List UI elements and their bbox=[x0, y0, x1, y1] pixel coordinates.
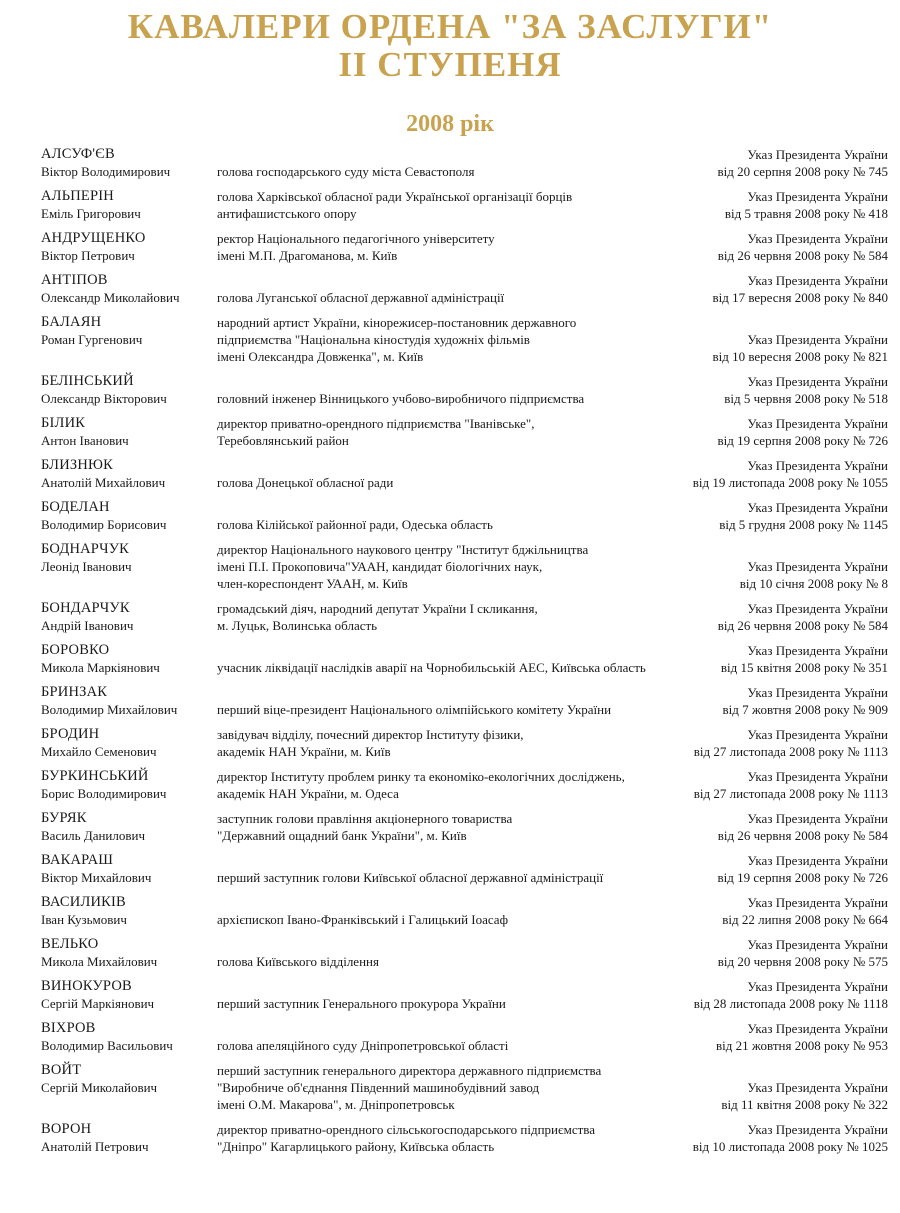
awardee-surname: БРОДИН bbox=[41, 726, 100, 742]
decree-date: від 20 червня 2008 року № 575 bbox=[717, 954, 888, 969]
awardee-surname: ВИНОКУРОВ bbox=[41, 978, 132, 994]
awardee-position: Теребовлянський район bbox=[217, 433, 349, 448]
awardee-surname: БОДНАРЧУК bbox=[41, 541, 130, 557]
decree-title: Указ Президента України bbox=[747, 937, 888, 952]
decree-date: від 26 червня 2008 року № 584 bbox=[717, 618, 888, 633]
decree-title: Указ Президента України bbox=[747, 895, 888, 910]
decree-title: Указ Президента України bbox=[747, 601, 888, 616]
awardee-position: голова Донецької обласної ради bbox=[217, 475, 394, 490]
awardee-entry bbox=[0, 314, 900, 365]
entry-line bbox=[0, 617, 900, 634]
decree-title: Указ Президента України bbox=[747, 643, 888, 658]
awardee-entry bbox=[0, 726, 900, 760]
awardee-surname: БОДЕЛАН bbox=[41, 499, 110, 515]
decree-title: Указ Президента України bbox=[747, 458, 888, 473]
awardee-position: антифашистського опору bbox=[217, 206, 357, 221]
awardee-surname: БІЛИК bbox=[41, 415, 86, 431]
awardee-position: "Державний ощадний банк України", м. Київ bbox=[217, 828, 467, 843]
decree-title: Указ Президента України bbox=[747, 559, 888, 574]
awardee-position: "Дніпро" Кагарлицького району, Київська область bbox=[217, 1139, 495, 1154]
entry-line bbox=[0, 314, 900, 331]
entry-line bbox=[0, 785, 900, 802]
awardee-position: член-кореспондент УААН, м. Київ bbox=[217, 576, 408, 591]
awardee-position: голова господарського суду міста Севастополя bbox=[217, 164, 475, 179]
entry-line bbox=[0, 432, 900, 449]
entry-line bbox=[0, 499, 900, 516]
awardee-name: Андрій Іванович bbox=[41, 618, 134, 633]
awardee-surname: ВАСИЛИКІВ bbox=[41, 894, 126, 910]
entry-line bbox=[0, 1062, 900, 1079]
entry-line bbox=[0, 289, 900, 306]
entry-line bbox=[0, 810, 900, 827]
awardee-entry bbox=[0, 894, 900, 928]
awardee-name: Іван Кузьмович bbox=[41, 912, 127, 927]
decree-title: Указ Президента України bbox=[747, 273, 888, 288]
decree-title: Указ Президента України bbox=[747, 1080, 888, 1095]
awardee-name: Роман Гургенович bbox=[41, 332, 143, 347]
entry-line bbox=[0, 768, 900, 785]
decree-date: від 27 листопада 2008 року № 1113 bbox=[693, 744, 888, 759]
awardee-position: імені П.І. Прокоповича"УААН, кандидат біологічних наук, bbox=[217, 559, 543, 574]
decree-date: від 28 листопада 2008 року № 1118 bbox=[693, 996, 888, 1011]
entry-line bbox=[0, 911, 900, 928]
awardee-surname: БРИНЗАК bbox=[41, 684, 108, 700]
awardee-position: академік НАН України, м. Одеса bbox=[217, 786, 399, 801]
decree-title: Указ Президента України bbox=[747, 189, 888, 204]
entry-line bbox=[0, 852, 900, 869]
decree-date: від 22 липня 2008 року № 664 bbox=[722, 912, 888, 927]
awardee-surname: БЕЛІНСЬКИЙ bbox=[41, 373, 134, 389]
decree-title: Указ Президента України bbox=[747, 979, 888, 994]
entry-line bbox=[0, 558, 900, 575]
awardee-position: учасник ліквідації наслідків аварії на Чорнобильській АЕС, Київська область bbox=[217, 660, 646, 675]
entry-line bbox=[0, 390, 900, 407]
awardee-list bbox=[0, 146, 900, 1163]
entry-line bbox=[0, 827, 900, 844]
entry-line bbox=[0, 247, 900, 264]
decree-date: від 26 червня 2008 року № 584 bbox=[717, 248, 888, 263]
awardee-position: громадський діяч, народний депутат України І скликання, bbox=[217, 601, 538, 616]
decree-title: Указ Президента України bbox=[747, 231, 888, 246]
decree-date: від 5 травня 2008 року № 418 bbox=[724, 206, 888, 221]
entry-line bbox=[0, 600, 900, 617]
decree-date: від 17 вересня 2008 року № 840 bbox=[712, 290, 888, 305]
decree-date: від 20 серпня 2008 року № 745 bbox=[717, 164, 888, 179]
awardee-entry bbox=[0, 188, 900, 222]
decree-title: Указ Президента України bbox=[747, 500, 888, 515]
awardee-name: Борис Володимирович bbox=[41, 786, 167, 801]
decree-title: Указ Президента України bbox=[747, 1021, 888, 1036]
entry-line bbox=[0, 575, 900, 592]
awardee-entry bbox=[0, 642, 900, 676]
entry-line bbox=[0, 205, 900, 222]
awardee-position: перший віце-президент Національного олімпійського комітету України bbox=[217, 702, 612, 717]
entry-line bbox=[0, 1020, 900, 1037]
awardee-name: Михайло Семенович bbox=[41, 744, 157, 759]
awardee-surname: БУРЯК bbox=[41, 810, 87, 826]
awardee-position: голова Київського відділення bbox=[217, 954, 379, 969]
awardee-entry bbox=[0, 684, 900, 718]
entry-line bbox=[0, 894, 900, 911]
decree-date: від 10 січня 2008 року № 8 bbox=[739, 576, 888, 591]
awardee-position: ректор Національного педагогічного університету bbox=[217, 231, 495, 246]
awardee-position: імені Олександра Довженка", м. Київ bbox=[217, 349, 424, 364]
decree-date: від 27 листопада 2008 року № 1113 bbox=[693, 786, 888, 801]
awardee-entry bbox=[0, 272, 900, 306]
awardee-entry bbox=[0, 457, 900, 491]
awardee-entry bbox=[0, 541, 900, 592]
entry-line bbox=[0, 1121, 900, 1138]
decree-date: від 19 серпня 2008 року № 726 bbox=[717, 433, 888, 448]
awardee-surname: ВЕЛЬКО bbox=[41, 936, 99, 952]
awardee-entry bbox=[0, 230, 900, 264]
awardee-surname: БОРОВКО bbox=[41, 642, 110, 658]
entry-line bbox=[0, 1096, 900, 1113]
awardee-entry bbox=[0, 1020, 900, 1054]
entry-line bbox=[0, 272, 900, 289]
awardee-name: Леонід Іванович bbox=[41, 559, 132, 574]
entry-line bbox=[0, 163, 900, 180]
awardee-surname: БАЛАЯН bbox=[41, 314, 102, 330]
entry-line bbox=[0, 415, 900, 432]
awardee-surname: ВАКАРАШ bbox=[41, 852, 114, 868]
title-line-2: II СТУПЕНЯ bbox=[338, 45, 562, 84]
awardee-position: директор приватно-орендного підприємства "Іванівське", bbox=[217, 416, 535, 431]
awardee-surname: АНДРУЩЕНКО bbox=[41, 230, 146, 246]
awardee-entry bbox=[0, 1062, 900, 1113]
awardee-name: Анатолій Петрович bbox=[41, 1139, 149, 1154]
awardee-entry bbox=[0, 978, 900, 1012]
awardee-name: Віктор Володимирович bbox=[41, 164, 171, 179]
entry-line bbox=[0, 348, 900, 365]
decree-date: від 5 грудня 2008 року № 1145 bbox=[719, 517, 888, 532]
awardee-name: Микола Михайлович bbox=[41, 954, 158, 969]
decree-date: від 10 вересня 2008 року № 821 bbox=[712, 349, 888, 364]
entry-line bbox=[0, 743, 900, 760]
decree-date: від 5 червня 2008 року № 518 bbox=[724, 391, 888, 406]
awardee-position: директор Інституту проблем ринку та економіко-екологічних досліджень, bbox=[217, 769, 625, 784]
awardee-surname: АЛСУФ'ЄВ bbox=[41, 146, 115, 162]
decree-date: від 19 листопада 2008 року № 1055 bbox=[692, 475, 888, 490]
awardee-entry bbox=[0, 810, 900, 844]
decree-date: від 15 квітня 2008 року № 351 bbox=[720, 660, 888, 675]
awardee-name: Володимир Михайлович bbox=[41, 702, 178, 717]
awardee-name: Віктор Петрович bbox=[41, 248, 135, 263]
awardee-name: Еміль Григорович bbox=[41, 206, 141, 221]
entry-line bbox=[0, 457, 900, 474]
decree-date: від 7 жовтня 2008 року № 909 bbox=[722, 702, 888, 717]
awardee-surname: ВІХРОВ bbox=[41, 1020, 96, 1036]
entry-line bbox=[0, 1138, 900, 1155]
decree-title: Указ Президента України bbox=[747, 685, 888, 700]
entry-line bbox=[0, 701, 900, 718]
decree-title: Указ Президента України bbox=[747, 811, 888, 826]
entry-line bbox=[0, 659, 900, 676]
awardee-name: Сергій Маркіянович bbox=[41, 996, 155, 1011]
awardee-entry bbox=[0, 499, 900, 533]
awardee-surname: АЛЬПЕРІН bbox=[41, 188, 114, 204]
decree-title: Указ Президента України bbox=[747, 374, 888, 389]
awardee-position: перший заступник голови Київської обласної державної адміністрації bbox=[217, 870, 604, 885]
decree-date: від 10 листопада 2008 року № 1025 bbox=[692, 1139, 888, 1154]
entry-line bbox=[0, 936, 900, 953]
awardee-position: м. Луцьк, Волинська область bbox=[217, 618, 378, 633]
awardee-name: Володимир Васильович bbox=[41, 1038, 173, 1053]
title-line-1: КАВАЛЕРИ ОРДЕНА "ЗА ЗАСЛУГИ" bbox=[127, 7, 773, 46]
awardee-position: директор Національного наукового центру "Інститут бджільництва bbox=[217, 542, 589, 557]
entry-line bbox=[0, 188, 900, 205]
awardee-entry bbox=[0, 146, 900, 180]
entry-line bbox=[0, 995, 900, 1012]
entry-line bbox=[0, 978, 900, 995]
decree-title: Указ Президента України bbox=[747, 769, 888, 784]
entry-line bbox=[0, 726, 900, 743]
awardee-position: перший заступник генерального директора державного підприємства bbox=[217, 1063, 602, 1078]
awardee-name: Микола Маркіянович bbox=[41, 660, 160, 675]
awardee-surname: ВОЙТ bbox=[41, 1062, 82, 1078]
awardee-position: заступник голови правління акціонерного товариства bbox=[217, 811, 513, 826]
decree-date: від 26 червня 2008 року № 584 bbox=[717, 828, 888, 843]
awardee-position: архієпископ Івано-Франківський і Галицький Іоасаф bbox=[217, 912, 508, 927]
entry-line bbox=[0, 516, 900, 533]
awardee-position: академік НАН України, м. Київ bbox=[217, 744, 391, 759]
awardee-position: директор приватно-орендного сільськогосподарського підприємства bbox=[217, 1122, 596, 1137]
entry-line bbox=[0, 474, 900, 491]
awardee-position: завідувач відділу, почесний директор Інституту фізики, bbox=[217, 727, 524, 742]
awardee-position: голова Харківської обласної ради Української організації борців bbox=[217, 189, 573, 204]
page-title bbox=[0, 8, 900, 84]
entry-line bbox=[0, 1079, 900, 1096]
awardee-name: Олександр Миколайович bbox=[41, 290, 180, 305]
entry-line bbox=[0, 373, 900, 390]
awardee-position: голова Луганської обласної державної адміністрації bbox=[217, 290, 505, 305]
awardee-name: Василь Данилович bbox=[41, 828, 146, 843]
awardee-entry bbox=[0, 415, 900, 449]
awardee-entry bbox=[0, 852, 900, 886]
awardee-surname: БОНДАРЧУК bbox=[41, 600, 130, 616]
awardee-surname: БУРКИНСЬКИЙ bbox=[41, 768, 149, 784]
awardee-position: "Виробниче об'єднання Південний машинобудівний завод bbox=[217, 1080, 540, 1095]
decree-title: Указ Президента України bbox=[747, 853, 888, 868]
awardee-name: Віктор Михайлович bbox=[41, 870, 152, 885]
awardee-name: Сергій Миколайович bbox=[41, 1080, 158, 1095]
entry-line bbox=[0, 146, 900, 163]
entry-line bbox=[0, 541, 900, 558]
awardee-surname: АНТІПОВ bbox=[41, 272, 108, 288]
entry-line bbox=[0, 869, 900, 886]
awardee-position: народний артист України, кінорежисер-постановник державного bbox=[217, 315, 577, 330]
awardee-surname: БЛИЗНЮК bbox=[41, 457, 113, 473]
awardee-entry bbox=[0, 768, 900, 802]
awardee-name: Володимир Борисович bbox=[41, 517, 167, 532]
awardee-position: перший заступник Генерального прокурора України bbox=[217, 996, 506, 1011]
decree-title: Указ Президента України bbox=[747, 147, 888, 162]
entry-line bbox=[0, 642, 900, 659]
decree-title: Указ Президента України bbox=[747, 1122, 888, 1137]
awardee-entry bbox=[0, 936, 900, 970]
awardee-name: Антон Іванович bbox=[41, 433, 129, 448]
decree-date: від 11 квітня 2008 року № 322 bbox=[721, 1097, 888, 1112]
awardee-entry bbox=[0, 1121, 900, 1155]
decree-title: Указ Президента України bbox=[747, 416, 888, 431]
decree-title: Указ Президента України bbox=[747, 727, 888, 742]
awardee-position: імені О.М. Макарова", м. Дніпропетровськ bbox=[217, 1097, 455, 1112]
year-heading: 2008 рік bbox=[406, 111, 494, 137]
awardee-entry bbox=[0, 373, 900, 407]
awardee-position: підприємства "Національна кіностудія художніх фільмів bbox=[217, 332, 530, 347]
awardee-name: Олександр Вікторович bbox=[41, 391, 167, 406]
decree-date: від 19 серпня 2008 року № 726 bbox=[717, 870, 888, 885]
entry-line bbox=[0, 1037, 900, 1054]
awardee-position: головний інженер Вінницького учбово-виробничого підприємства bbox=[217, 391, 585, 406]
awardee-name: Анатолій Михайлович bbox=[41, 475, 166, 490]
decree-date: від 21 жовтня 2008 року № 953 bbox=[716, 1038, 888, 1053]
entry-line bbox=[0, 953, 900, 970]
decree-title: Указ Президента України bbox=[747, 332, 888, 347]
entry-line bbox=[0, 684, 900, 701]
entry-line bbox=[0, 230, 900, 247]
awardee-position: голова апеляційного суду Дніпропетровської області bbox=[217, 1038, 509, 1053]
entry-line bbox=[0, 331, 900, 348]
awardee-position: імені М.П. Драгоманова, м. Київ bbox=[217, 248, 398, 263]
awardee-surname: ВОРОН bbox=[41, 1121, 92, 1137]
awardee-entry bbox=[0, 600, 900, 634]
awardee-position: голова Кілійської районної ради, Одеська область bbox=[217, 517, 493, 532]
